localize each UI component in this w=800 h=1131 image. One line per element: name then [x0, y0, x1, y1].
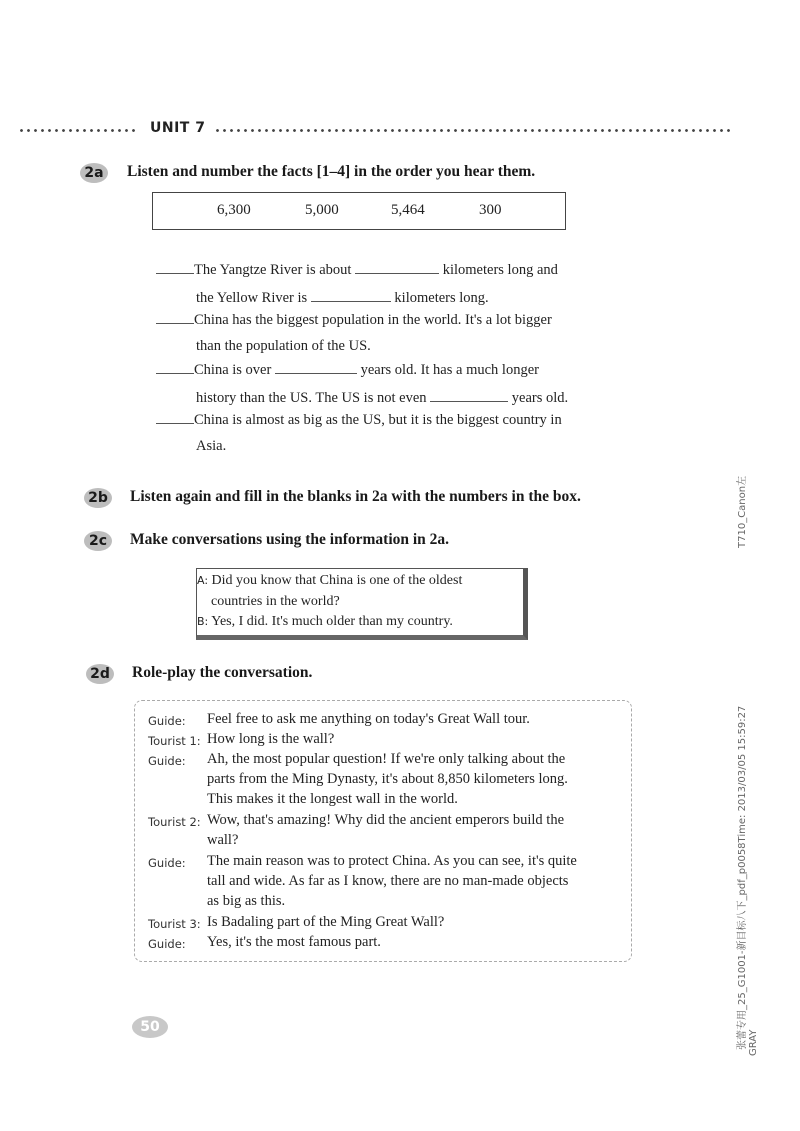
fact-line: China is almost as big as the US, but it is the biggest country in	[156, 409, 562, 429]
number-blank[interactable]	[156, 359, 194, 374]
badge-2b: 2b	[84, 488, 112, 508]
speaker-label: Tourist 3:	[148, 917, 201, 931]
number-blank[interactable]	[156, 309, 194, 324]
margin-note-bottom: 张蕾专用_25_G1001-新目标八下_pdf_p0058Time: 2013/03/05 15:59:27	[737, 705, 748, 1050]
dialogue-line: Is Badaling part of the Ming Great Wall?	[207, 914, 445, 930]
answer-blank[interactable]	[430, 387, 508, 402]
margin-note-gray: GRAY	[748, 1029, 759, 1056]
dialogue-line: The main reason was to protect China. As you can see, it's quite	[207, 853, 577, 869]
title-2d: Role-play the conversation.	[132, 664, 313, 681]
speaker-label: Tourist 2:	[148, 815, 201, 829]
fact-line: China is over years old. It has a much longer	[156, 359, 568, 379]
box-number: 5,000	[305, 202, 339, 218]
header-dots-left	[18, 129, 136, 132]
title-2a: Listen and number the facts [1–4] in the order you hear them.	[127, 163, 536, 180]
unit-label: UNIT 7	[144, 120, 211, 136]
page-number: 50	[132, 1016, 168, 1038]
fact-line: Asia.	[196, 438, 227, 454]
answer-blank[interactable]	[311, 287, 391, 302]
dialogue-line: This makes it the longest wall in the world.	[207, 791, 458, 807]
speaker-label: Guide:	[148, 937, 186, 951]
fact-line: the Yellow River is kilometers long.	[196, 287, 558, 307]
fact-item	[156, 359, 568, 407]
number-blank[interactable]	[156, 409, 194, 424]
speaker-label: Guide:	[148, 856, 186, 870]
dialogue-line: wall?	[207, 832, 239, 848]
number-box	[152, 192, 566, 230]
dialogue-line: How long is the wall?	[207, 731, 335, 747]
title-2b: Listen again and fill in the blanks in 2a with the numbers in the box.	[130, 488, 581, 505]
conv-line-b: B: Yes, I did. It's much older than my country.	[197, 614, 453, 629]
speaker-label: Guide:	[148, 714, 186, 728]
header-dots-right	[214, 129, 730, 132]
box-number: 5,464	[391, 202, 425, 218]
margin-note-top: T710_Canon左	[737, 475, 748, 548]
dialogue-line: parts from the Ming Dynasty, it's about 8,850 kilometers long.	[207, 771, 568, 787]
unit-header	[18, 120, 730, 140]
speaker-label: Tourist 1:	[148, 734, 201, 748]
dialogue-line: Ah, the most popular question! If we're only talking about the	[207, 751, 566, 767]
fact-item	[156, 309, 552, 355]
title-2c: Make conversations using the information in 2a.	[130, 531, 450, 548]
speaker-label: Guide:	[148, 754, 186, 768]
fact-line: history than the US. The US is not even years old.	[196, 387, 568, 407]
dialogue-line: Wow, that's amazing! Why did the ancient emperors build the	[207, 812, 564, 828]
fact-line: than the population of the US.	[196, 338, 371, 354]
dialogue-line: tall and wide. As far as I know, there are no man-made objects	[207, 873, 569, 889]
answer-blank[interactable]	[355, 259, 439, 274]
dialogue-line: Feel free to ask me anything on today's Great Wall tour.	[207, 711, 530, 727]
fact-item	[156, 409, 562, 455]
box-number: 6,300	[217, 202, 251, 218]
box-number: 300	[479, 202, 502, 218]
answer-blank[interactable]	[275, 359, 357, 374]
dialogue-line: as big as this.	[207, 893, 286, 909]
dialogue-line: Yes, it's the most famous part.	[207, 934, 381, 950]
badge-2c: 2c	[84, 531, 112, 551]
example-conversation-box	[196, 568, 528, 640]
badge-2d: 2d	[86, 664, 114, 684]
dialogue-box	[134, 700, 632, 962]
fact-line: The Yangtze River is about kilometers long and	[156, 259, 558, 279]
badge-2a: 2a	[80, 163, 108, 183]
number-blank[interactable]	[156, 259, 194, 274]
fact-line: China has the biggest population in the world. It's a lot bigger	[156, 309, 552, 329]
conv-line-a: A: Did you know that China is one of the oldest	[197, 573, 463, 588]
fact-item	[156, 259, 558, 307]
conv-line-a-cont: countries in the world?	[211, 594, 340, 609]
